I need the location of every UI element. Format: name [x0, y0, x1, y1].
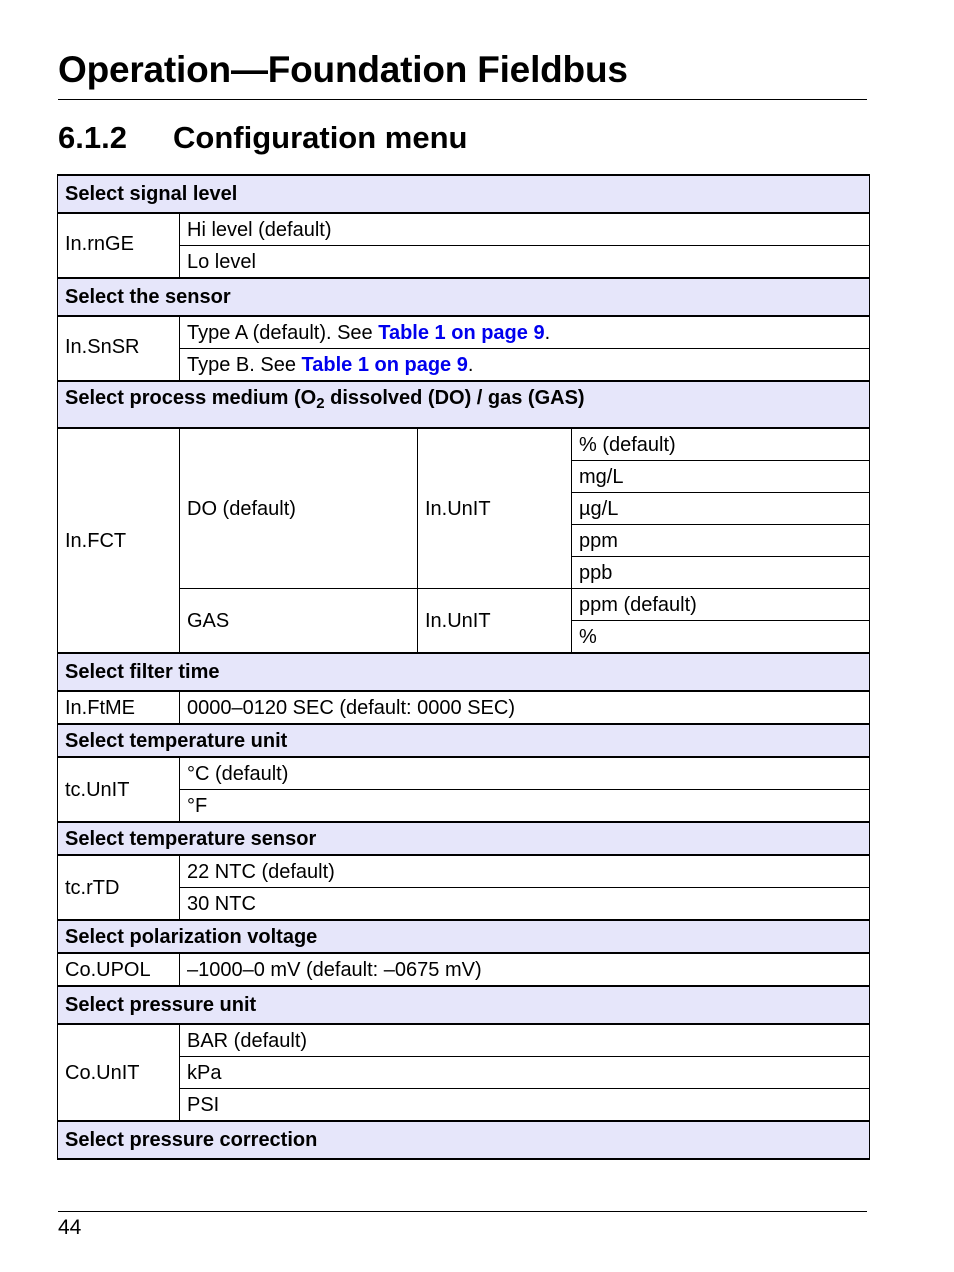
table-row — [58, 1024, 870, 1057]
process-medium-heading-subscript: 2 — [316, 395, 325, 412]
temperature-sensor-option: 30 NTC — [180, 888, 870, 921]
sensor-option-suffix: . — [544, 321, 551, 344]
table-row — [58, 428, 870, 461]
table-section-header — [58, 822, 870, 855]
footer-divider — [58, 1211, 867, 1212]
table-1-link[interactable]: Table 1 on page 9 — [378, 321, 545, 344]
table-row — [58, 1057, 870, 1089]
table-section-header — [58, 724, 870, 757]
process-medium-heading-text: dissolved (DO) / gas (GAS) — [324, 387, 585, 409]
do-unit-option: % (default) — [572, 428, 870, 461]
sensor-option-text: Type A (default). See — [187, 321, 379, 344]
table-row — [58, 213, 870, 246]
signal-level-code: In.rnGE — [58, 213, 180, 278]
table-row — [58, 790, 870, 823]
section-number: 6.1.2 — [58, 120, 127, 155]
filter-time-heading: Select filter time — [58, 653, 870, 691]
sensor-option-type-a — [180, 316, 870, 349]
table-section-header — [58, 653, 870, 691]
gas-unit-option: % — [572, 621, 870, 654]
table-row — [58, 855, 870, 888]
page-number: 44 — [58, 1216, 82, 1239]
pressure-unit-option: kPa — [180, 1057, 870, 1089]
do-unit-option: µg/L — [572, 493, 870, 525]
do-unit-option: ppb — [572, 557, 870, 589]
sensor-code: In.SnSR — [58, 316, 180, 381]
section-title: Configuration menu — [173, 120, 468, 155]
table-row — [58, 316, 870, 349]
table-1-link[interactable]: Table 1 on page 9 — [301, 353, 468, 376]
table-row — [58, 589, 870, 621]
sensor-option-text: Type B. See — [187, 353, 302, 376]
polarization-voltage-code: Co.UPOL — [58, 953, 180, 986]
polarization-voltage-value: –1000–0 mV (default: –0675 mV) — [180, 953, 870, 986]
table-section-header — [58, 175, 870, 213]
temperature-unit-code: tc.UnIT — [58, 757, 180, 822]
filter-time-code: In.FtME — [58, 691, 180, 724]
pressure-unit-code: Co.UnIT — [58, 1024, 180, 1121]
filter-time-value: 0000–0120 SEC (default: 0000 SEC) — [180, 691, 870, 724]
pressure-unit-option: BAR (default) — [180, 1024, 870, 1057]
sensor-option-type-b — [180, 349, 870, 382]
table-row — [58, 691, 870, 724]
signal-level-option: Hi level (default) — [180, 213, 870, 246]
table-section-header — [58, 986, 870, 1024]
table-row — [58, 888, 870, 921]
temperature-sensor-option: 22 NTC (default) — [180, 855, 870, 888]
do-unit-code: In.UnIT — [418, 428, 572, 589]
page-title: Operation—Foundation Fieldbus — [58, 49, 628, 90]
table-row — [58, 349, 870, 382]
do-unit-option: mg/L — [572, 461, 870, 493]
table-section-header — [58, 920, 870, 953]
section-heading — [58, 118, 467, 158]
configuration-menu-table — [57, 174, 870, 1160]
signal-level-heading: Select signal level — [58, 175, 870, 213]
pressure-unit-heading: Select pressure unit — [58, 986, 870, 1024]
pressure-unit-option: PSI — [180, 1089, 870, 1122]
process-medium-code: In.FCT — [58, 428, 180, 653]
gas-label: GAS — [180, 589, 418, 654]
temperature-unit-option: °C (default) — [180, 757, 870, 790]
table-section-header — [58, 278, 870, 316]
sensor-heading: Select the sensor — [58, 278, 870, 316]
table-row — [58, 953, 870, 986]
table-row — [58, 757, 870, 790]
title-divider — [58, 99, 867, 100]
polarization-voltage-heading: Select polarization voltage — [58, 920, 870, 953]
table-section-header — [58, 1121, 870, 1159]
gas-unit-code: In.UnIT — [418, 589, 572, 654]
pressure-correction-heading: Select pressure correction — [58, 1121, 870, 1159]
table-row — [58, 246, 870, 279]
table-section-header — [58, 381, 870, 428]
temperature-sensor-heading: Select temperature sensor — [58, 822, 870, 855]
temperature-unit-option: °F — [180, 790, 870, 823]
process-medium-heading — [58, 381, 870, 428]
sensor-option-suffix: . — [467, 353, 474, 376]
table-row — [58, 1089, 870, 1122]
gas-unit-option: ppm (default) — [572, 589, 870, 621]
process-medium-heading-text: Select process medium (O — [65, 387, 317, 409]
do-unit-option: ppm — [572, 525, 870, 557]
do-label: DO (default) — [180, 428, 418, 589]
temperature-unit-heading: Select temperature unit — [58, 724, 870, 757]
temperature-sensor-code: tc.rTD — [58, 855, 180, 920]
signal-level-option: Lo level — [180, 246, 870, 279]
